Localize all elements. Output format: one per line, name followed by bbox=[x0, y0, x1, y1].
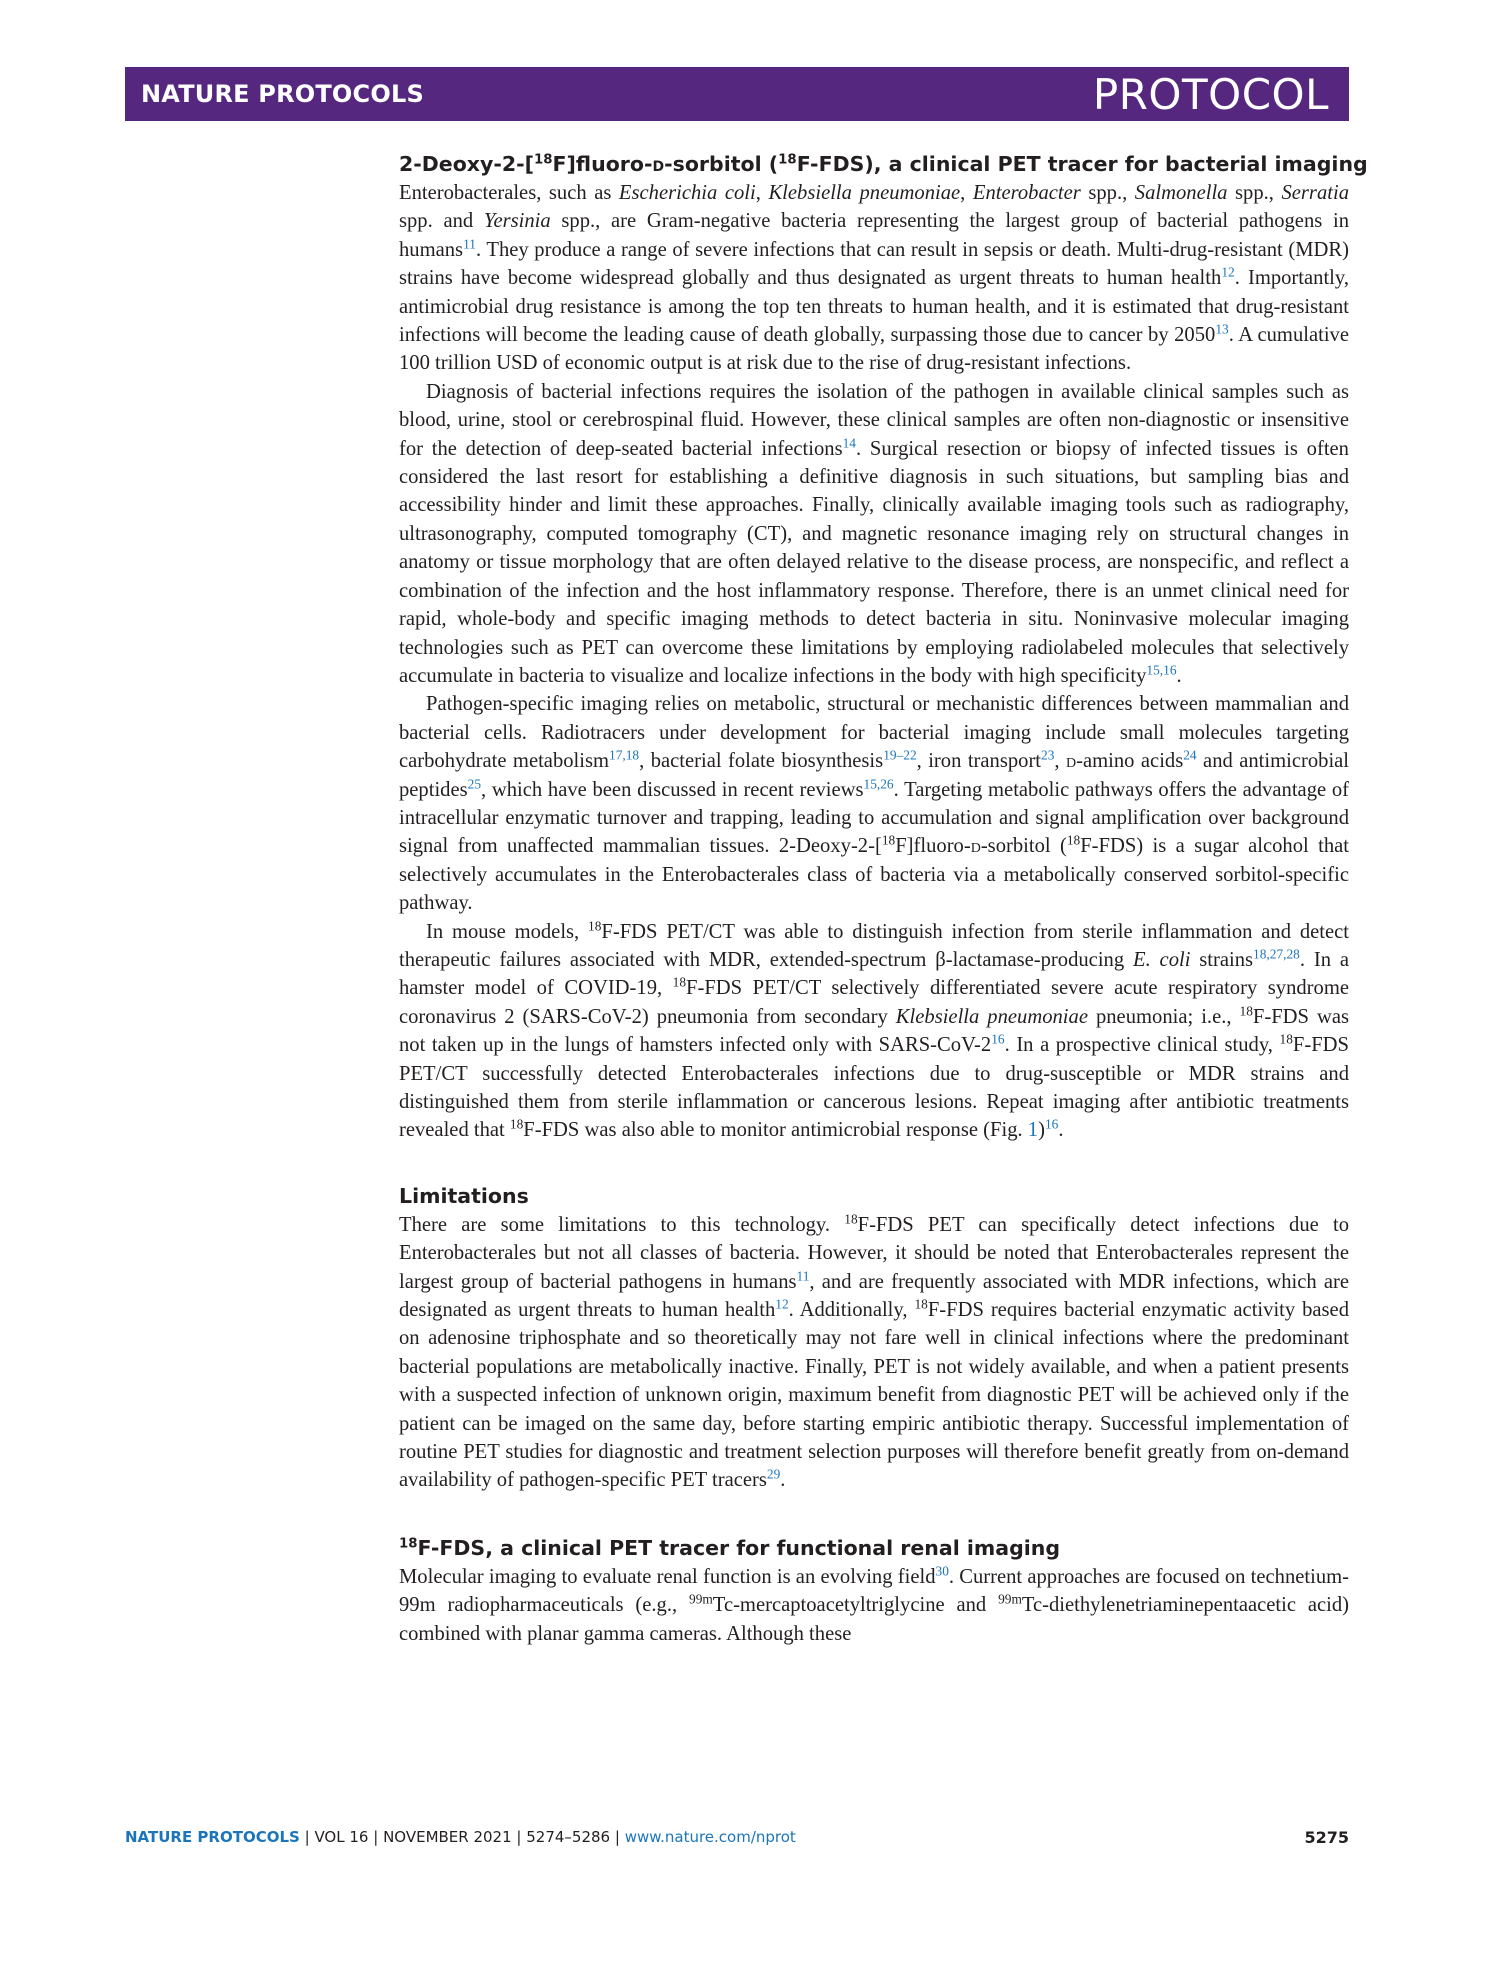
paragraph: In mouse models, $^{18}$F-FDS PET/CT was able to distinguish infection from sterile inflammation and detect therapeutic failures associated with MDR, extended-spectrum β-lactamase-producing E. coli strains$^{18,27,28}$. In a hamster model of COVID-19, $^{18}$F-FDS PET/CT selectively differentiated severe acute respiratory syndrome coronavirus 2 (SARS-CoV-2) pneumonia from secondary Klebsiella pneumoniae pneumonia; i.e., $^{18}$F-FDS was not taken up in the lungs of hamsters infected only with SARS-CoV-2$^{16}$. In a prospective clinical study, $^{18}$F-FDS PET/CT successfully detected Enterobacterales infections due to drug-susceptible or MDR strains and distinguished them from sterile inflammation or cancerous lesions. Repeat imaging after antibiotic treatments revealed that $^{18}$F-FDS was also able to monitor antimicrobial response (Fig. 1)$^{16}$. bbox=[399, 918, 1350, 1142]
article-type-label: PROTOCOL bbox=[1092, 70, 1329, 119]
reference-link[interactable]: 11 bbox=[463, 236, 476, 252]
section-heading-fds-bacterial: 2-Deoxy-2-[$^{18}$F]fluoro-d-sorbitol ($^{18}$F-FDS), a clinical PET tracer for bacterial imaging bbox=[399, 152, 1368, 176]
reference-link[interactable]: 18,27,28 bbox=[1253, 946, 1300, 962]
reference-link[interactable]: 14 bbox=[842, 435, 856, 451]
footer-url-link[interactable]: www.nature.com/nprot bbox=[624, 1828, 796, 1846]
reference-link[interactable]: 25 bbox=[467, 776, 482, 792]
reference-link[interactable]: 24 bbox=[1183, 747, 1197, 763]
journal-name: NATURE PROTOCOLS bbox=[141, 80, 424, 108]
page-footer: NATURE PROTOCOLS | VOL 16 | NOVEMBER 2021 | 5274–5286 | www.nature.com/nprot 5275 bbox=[125, 1828, 1349, 1847]
footer-journal-name: NATURE PROTOCOLS bbox=[125, 1828, 300, 1846]
journal-header-bar bbox=[125, 67, 1349, 121]
reference-link[interactable]: 15,16 bbox=[1146, 662, 1177, 678]
reference-link[interactable]: 30 bbox=[935, 1563, 949, 1579]
figure-link[interactable]: 1 bbox=[1027, 1119, 1039, 1142]
reference-link[interactable]: 15,26 bbox=[863, 776, 894, 792]
reference-link[interactable]: 19–22 bbox=[883, 747, 917, 763]
paragraph: There are some limitations to this technology. $^{18}$F-FDS PET can specifically detect infections due to Enterobacterales but not all classes of bacteria. However, it should be noted that Enterobacterales represent the largest group of bacterial pathogens in humans$^{11}$, and are frequently associated with MDR infections, which are designated as urgent threats to human health$^{12}$. Additionally, $^{18}$F-FDS requires bacterial enzymatic activity based on adenosine triphosphate and so theoretically may not fare well in clinical infections where the predominant bacterial populations are metabolically inactive. Finally, PET is not widely available, and when a patient presents with a suspected infection of unknown origin, maximum benefit from diagnostic PET will be achieved only if the patient can be imaged on the same day, before starting empiric antibiotic therapy. Successful implementation of routine PET studies for diagnostic and treatment selection purposes will therefore benefit greatly from on-demand availability of pathogen-specific PET tracers$^{29}$. bbox=[399, 1211, 1350, 1492]
reference-link[interactable]: 12 bbox=[775, 1296, 789, 1312]
footer-date: NOVEMBER 2021 bbox=[383, 1828, 512, 1846]
section-heading-limitations: Limitations bbox=[399, 1183, 529, 1208]
reference-link[interactable]: 11 bbox=[796, 1268, 810, 1284]
reference-link[interactable]: 17,18 bbox=[609, 747, 640, 763]
footer-volume: VOL 16 bbox=[314, 1828, 369, 1846]
paragraph: Diagnosis of bacterial infections requires the isolation of the pathogen in available clinical samples such as blood, urine, stool or cerebrospinal fluid. However, these clinical samples are often non-diagnostic or insensitive for the detection of deep-seated bacterial infections$^{14}$. Surgical resection or biopsy of infected tissues is often considered the last resort for establishing a definitive diagnosis in such situations, but sampling bias and accessibility hinder and limit these approaches. Finally, clinically available imaging tools such as radiography, ultrasonography, computed tomography (CT), and magnetic resonance imaging rely on structural changes in anatomy or tissue morphology that are often delayed relative to the disease process, are nonspecific, and reflect a combination of the infection and the host inflammatory response. Therefore, there is an unmet clinical need for rapid, whole-body and specific imaging methods to detect bacteria in situ. Noninvasive molecular imaging technologies such as PET can overcome these limitations by employing radiolabeled molecules that selectively accumulate in bacteria to visualize and localize infections in the body with high specificity$^{15,16}$. bbox=[399, 380, 1349, 687]
paragraph: Pathogen-specific imaging relies on metabolic, structural or mechanistic differences between mammalian and bacterial cells. Radiotracers under development for bacterial imaging include small molecules targeting carbohydrate metabolism$^{17,18}$, bacterial folate biosynthesis$^{19-22}$, iron transport$^{23}$, d-amino acids$^{24}$ and antimicrobial peptides$^{25}$, which have been discussed in recent reviews$^{15,26}$. Targeting metabolic pathways offers the advantage of intracellular enzymatic turnover and trapping, leading to accumulation and signal amplification over background signal from unaffected mammalian tissues. 2-Deoxy-2-[$^{18}$F]fluoro-d-sorbitol ($^{18}$F-FDS) is a sugar alcohol that selectively accumulates in the Enterobacterales class of bacteria via a metabolically conserved sorbitol-specific pathway. bbox=[399, 693, 1350, 915]
reference-link[interactable]: 16 bbox=[1044, 1117, 1059, 1133]
reference-link[interactable]: 23 bbox=[1041, 747, 1055, 763]
reference-link[interactable]: 12 bbox=[1221, 264, 1235, 280]
article-body bbox=[399, 149, 1368, 1648]
reference-link[interactable]: 29 bbox=[766, 1467, 781, 1483]
paragraph: Enterobacterales, such as Escherichia coli, Klebsiella pneumoniae, Enterobacter spp., Salmonella spp., Serratia spp. and Yersinia spp., are Gram-negative bacteria representing the largest group of bacterial pathogens in humans$^{11}$. They produce a range of severe infections that can result in sepsis or death. Multi-drug-resistant (MDR) strains have become widespread globally and thus designated as urgent threats to human health$^{12}$. Importantly, antimicrobial drug resistance is among the top ten threats to human health, and it is estimated that drug-resistant infections will become the leading cause of death globally, surpassing those due to cancer by 2050$^{13}$. A cumulative 100 trillion USD of economic output is at risk due to the rise of drug-resistant infections. bbox=[399, 182, 1349, 375]
reference-link[interactable]: 16 bbox=[991, 1031, 1005, 1047]
page-number: 5275 bbox=[1304, 1828, 1349, 1847]
footer-pages: 5274–5286 bbox=[526, 1828, 611, 1846]
section-heading-fds-renal: $^{18}$F-FDS, a clinical PET tracer for functional renal imaging bbox=[399, 1535, 1061, 1560]
paragraph: Molecular imaging to evaluate renal function is an evolving field$^{30}$. Current approaches are focused on technetium-99m radiopharmaceuticals (e.g., $^{99m}$Tc-mercaptoacetyltriglycine and $^{99m}$Tc-diethylenetriaminepentaacetic acid) combined with planar gamma cameras. Although these bbox=[399, 1563, 1350, 1645]
reference-link[interactable]: 13 bbox=[1215, 321, 1229, 337]
